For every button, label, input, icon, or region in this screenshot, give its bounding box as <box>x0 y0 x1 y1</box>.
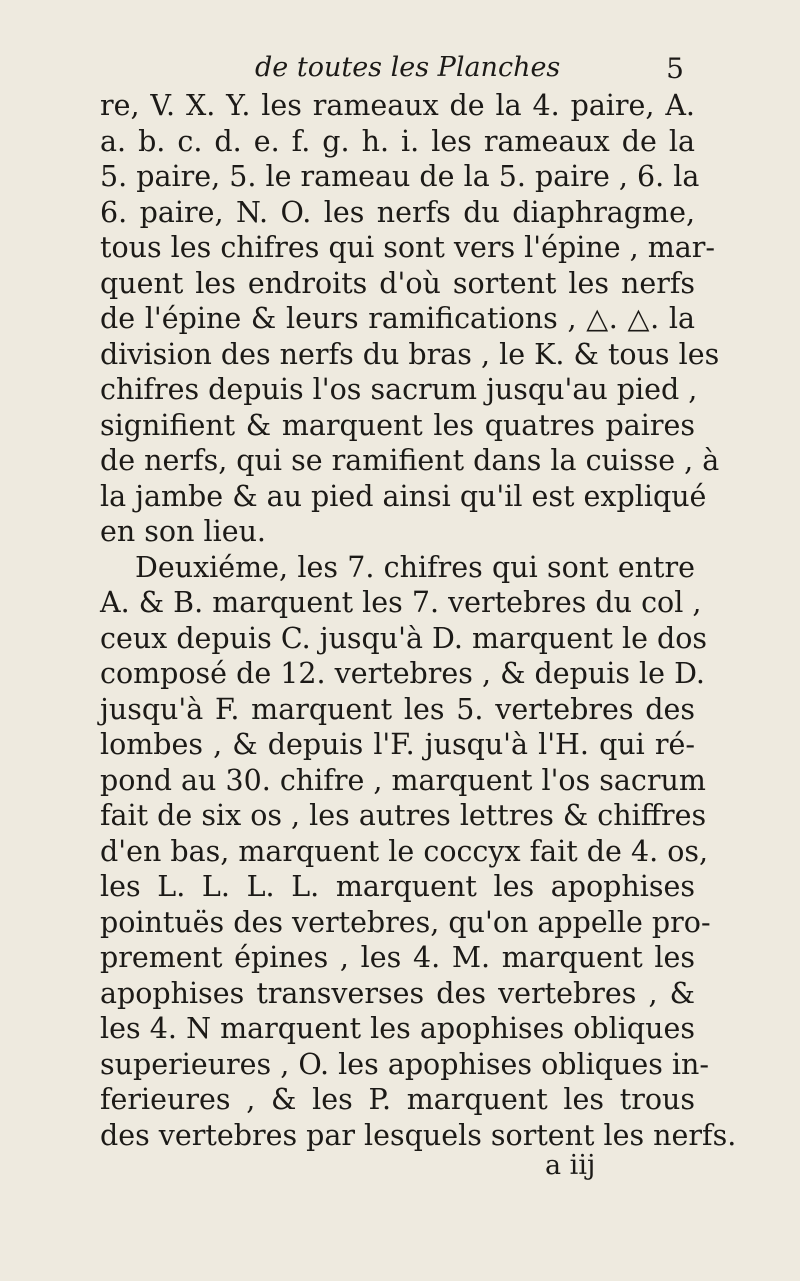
text-line: les 4. N marquent les apophises obliques <box>100 1012 695 1045</box>
text-line: division des nerfs du bras , le K. & tous les <box>100 337 720 371</box>
text-line: lombes , & depuis l'F. jusqu'à l'H. qui ré- <box>100 728 695 761</box>
text-line: re, V. X. Y. les rameaux de la 4. paire, A. <box>100 89 695 122</box>
text-line: ceux depuis C. jusqu'à D. marquent le dos <box>100 621 708 655</box>
text-line: a. b. c. d. e. f. g. h. i. les rameaux de la <box>100 124 695 158</box>
text-line: 5. paire, 5. le rameau de la 5. paire , 6. la <box>100 160 700 193</box>
text-line: des vertebres par lesquels sortent les nerfs. <box>100 1118 737 1152</box>
text-line: 6. paire, N. O. les nerfs du diaphragme, <box>100 195 695 229</box>
text-line: prement épines , les 4. M. marquent les <box>100 941 695 974</box>
text-line: composé de 12. vertebres , & depuis le D. <box>100 657 705 690</box>
text-line: la jambe & au pied ainsi qu'il est expliqué <box>100 479 707 513</box>
body-text <box>100 88 737 1153</box>
signature-mark: a iij <box>545 1150 596 1181</box>
text-line: quent les endroits d'où sortent les nerfs <box>100 266 695 300</box>
text-line: les L. L. L. L. marquent les apophises <box>100 870 695 903</box>
running-title: de toutes les Planches <box>255 52 561 83</box>
text-line: pointuës des vertebres, qu'on appelle pro- <box>100 905 711 939</box>
text-line: signifient & marquent les quatres paires <box>100 408 695 442</box>
paragraph-start-line: Deuxiéme, les 7. chifres qui sont entre <box>135 550 695 584</box>
text-line: de l'épine & leurs ramifications , △. △. la <box>100 302 695 335</box>
text-line: fait de six os , les autres lettres & chiffres <box>100 799 707 832</box>
text-line: d'en bas, marquent le coccyx fait de 4. os, <box>100 834 709 868</box>
text-line: jusqu'à F. marquent les 5. vertebres des <box>100 692 695 726</box>
text-line: A. & B. marquent les 7. vertebres du col , <box>100 586 702 619</box>
text-line: en son lieu. <box>100 515 266 548</box>
text-line: tous les chifres qui sont vers l'épine , mar- <box>100 231 716 264</box>
text-line: ferieures , & les P. marquent les trous <box>100 1083 695 1116</box>
text-line: chifres depuis l'os sacrum jusqu'au pied , <box>100 373 698 406</box>
text-line: de nerfs, qui se ramifient dans la cuisse , à <box>100 444 720 477</box>
text-line: apophises transverses des vertebres , & <box>100 976 695 1010</box>
running-header <box>100 52 690 92</box>
page-number: 5 <box>666 52 684 85</box>
text-line: pond au 30. chifre , marquent l'os sacrum <box>100 763 706 797</box>
text-line: superieures , O. les apophises obliques in- <box>100 1047 709 1081</box>
